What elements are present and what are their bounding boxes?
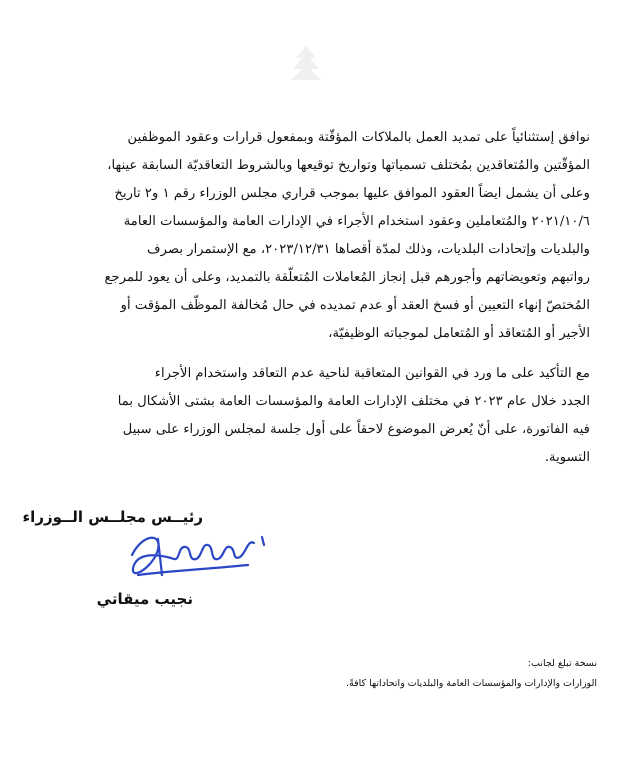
handwritten-signature — [118, 525, 270, 587]
paragraph-line: رواتبهم وتعويضاتهم وأجورهم قبل إنجاز المُعاملات المُتعلّقة بالتمديد، وعلى أن يعود للمرجع — [104, 270, 590, 285]
paragraph-line: فيه الفاتورة، على أنّ يُعرض الموضوع لاحقاً على أول جلسة لمجلس الوزراء على سبيل — [122, 422, 590, 437]
paragraph-line: والبلديات وإتحادات البلديات، وذلك لمدّة أقصاها ٢٠٢٣/١٢/٣١، مع الإستمرار بصرف — [147, 242, 590, 257]
paragraph-line: الجدد خلال عام ٢٠٢٣ في مختلف الإدارات العامة والمؤسسات العامة بشتى الأشكال بما — [117, 394, 590, 409]
paragraph-line: ٢٠٢١/١٠/٦ والمُتعاملين وعقود استخدام الأجراء في الإدارات العامة والمؤسسات العامة — [123, 214, 590, 229]
paragraph-line: وعلى أن يشمل ايضاً العقود الموافق عليها بموجب قراري مجلس الوزراء رقم ١ و٢ تاريخ — [114, 186, 590, 201]
signatory-title: رئيــس مجلــس الــوزراء — [22, 508, 203, 526]
paragraph-line: مع التأكيد على ما ورد في القوانين المتعاقبة لناحية عدم التعاقد واستخدام الأجراء — [154, 366, 590, 381]
signatory-name: نجيب ميقاتي — [96, 590, 193, 608]
distribution-recipients: الوزارات والإدارات والمؤسسات العامة والبلديات واتحاداتها كافةً. — [346, 678, 597, 689]
paragraph-line: نوافق إستثنائياً على تمديد العمل بالملاكات المؤقّتة وبمفعول قرارات وعقود الموظفين — [127, 130, 590, 145]
paragraph-line: المؤقّتين والمُتعاقدين بمُختلف تسمياتها وتواريخ توقيعها وبالشروط التعاقديّة السابقة عينها، — [107, 158, 590, 173]
decision-paragraph — [66, 124, 590, 348]
confirmation-paragraph — [66, 360, 590, 472]
paragraph-line: التسوية. — [544, 450, 590, 465]
paragraph-line: الأجير أو المُتعاقد أو المُتعامل لموجباته الوظيفيّة، — [328, 326, 590, 341]
paragraph-line: المُختصّ إنهاء التعيين أو فسخ العقد أو عدم تمديده في حال مُخالفة الموظّف المؤقت أو — [120, 298, 590, 313]
cedar-emblem-watermark — [288, 44, 324, 84]
distribution-heading: نسخة تبلغ لجانب: — [527, 658, 597, 669]
